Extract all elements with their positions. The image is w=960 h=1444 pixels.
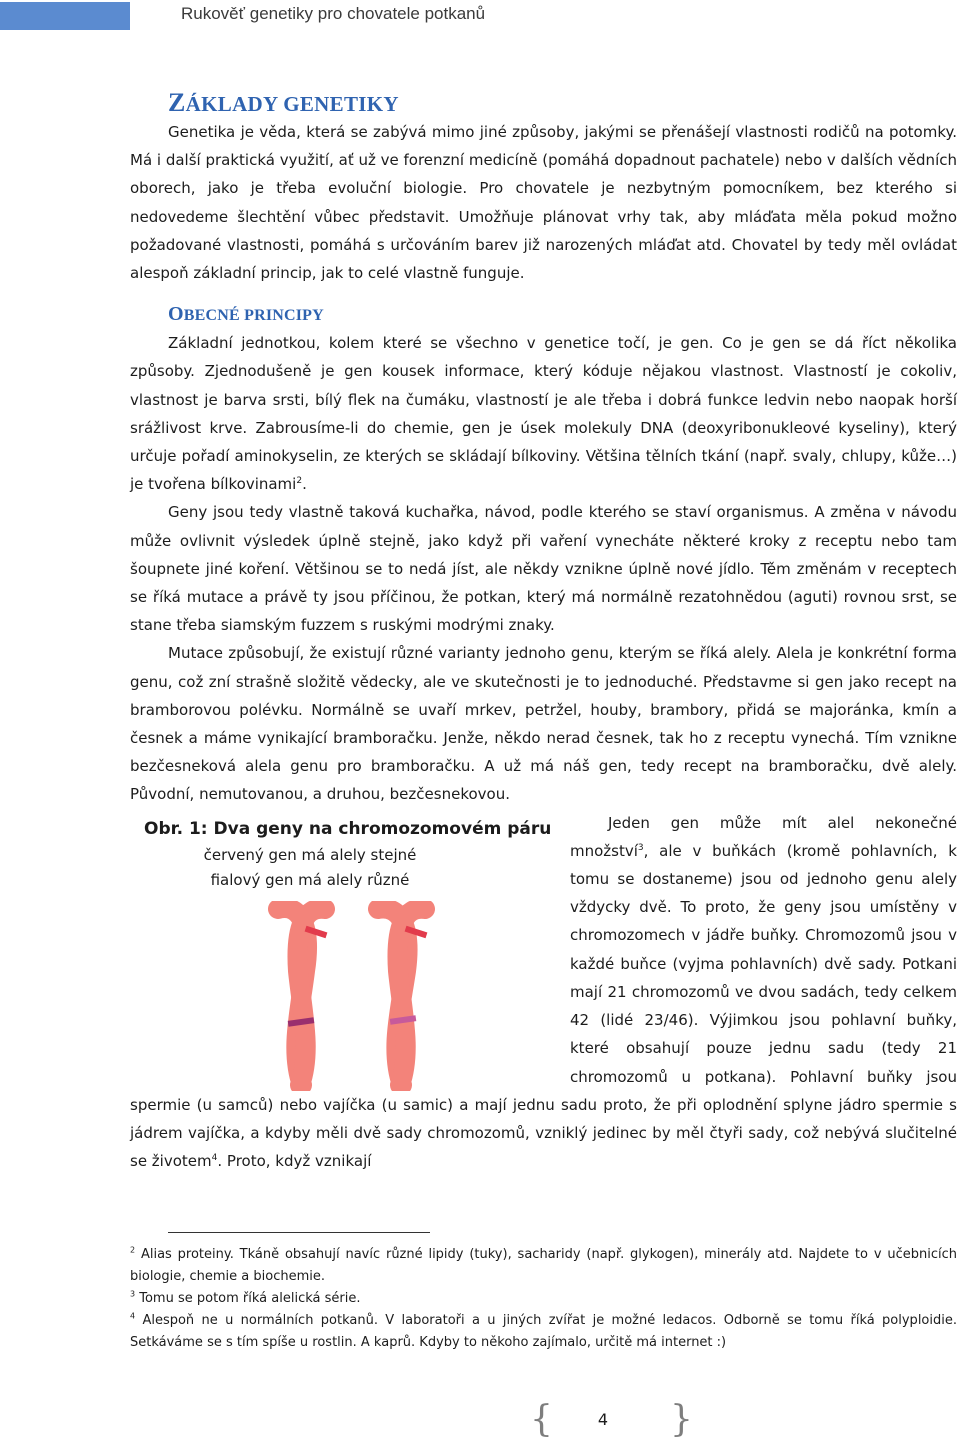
intro-paragraph: Genetika je věda, která se zabývá mimo jiné způsoby, jakými se přenášejí vlastnosti rodičů na potomky. Má i další praktická využití, ať už ve forenzní medicíně (pomáhá dopadnout pachatele) nebo v dalších vědních oborech, jako je třeba evoluční biologie. Pro chovatele je nezbytným pomocníkem, bez kterého si nedovedeme šlechtění vůbec představit. Umožňuje plánovat vrhy tak, aby mláďata měla pokud možno požadované vlastnosti, pomáhá s určováním barev již narozených mláďat atd. Chovatel by tedy měl ovládat alespoň základní princip, jak to celé vlastně funguje. (130, 123, 957, 283)
paragraph-text: Základní jednotkou, kolem které se všechno v genetice točí, je gen. Co je gen se dá říct několika způsoby. Zjednodušeně je gen kousek informace, který kóduje nějakou vlastnost. Vlastností je cokoliv, vlastnost je barva srsti, bílý flek na čumáku, vlastností je ale třeba i dobrá funkce ledvin nebo naopak horší srážlivost krve. Zabrousíme-li do chemie, gen je úsek molekuly DNA (deoxyribonukleové kyseliny), který určuje pořadí aminokyselin, ze kterých se skládají bílkoviny. Většina tělních tkání (např. svaly, chlupy, kůže…) je tvořena bílkovinami (130, 334, 957, 494)
paragraph-text: . (302, 475, 307, 494)
chromosome-right (378, 908, 427, 1084)
paragraph-alleles: Mutace způsobují, že existují různé varianty jednoho genu, kterým se říká alely. Alela je konkrétní forma genu, což zní strašně složitě vědecky, ale ve skutečnosti je to jednoduché. Představme si gen jako recept na bramborovou polévku. Normálně se uvaří mrkev, petržel, houby, brambory, přidá se majoránka, kmín a česnek a máme vynikající bramboračku. Jenže, někdo nerad česnek, tak ho z receptu vynechá. Tím vznikne bezčesneková alela genu pro bramboračku. A už má náš gen, tedy recept na bramboračku, dvě alely. Původní, nemutovanou, a druhou, bezčesnekovou. (130, 644, 957, 804)
page-number: 4 (597, 1410, 609, 1429)
paragraph-text: . Proto, když vznikají (217, 1152, 372, 1171)
footnote-number: 2 (130, 1245, 136, 1255)
right-brace-icon: } (670, 1399, 693, 1440)
figure-legend-purple: fialový gen má alely různé (210, 870, 410, 889)
section-heading: ZÁKLADY GENETIKY (168, 88, 399, 117)
page-content (130, 84, 957, 1175)
chromosome-pair-illustration (250, 901, 470, 1091)
footnote-text: Tomu se potom říká alelická série. (139, 1291, 361, 1306)
footnote-3 (130, 1288, 957, 1310)
footnotes (130, 1244, 957, 1354)
paragraph-text: Jeden gen může mít alel nekonečné množství (570, 813, 957, 860)
header-accent-bar (0, 2, 130, 30)
footnote-text: Alespoň ne u normálních potkanů. V laboratoři a u jiných zvířat je možné ledacos. Odborně se tomu říká polyploidie. Setkáváme se s tím spíše u rostlin. A kaprů. Kdyby to někoho zajímalo, určitě má internet :) (130, 1313, 957, 1350)
subsection-heading: OBECNÉ PRINCIPY (168, 303, 324, 326)
figure-caption: Obr. 1: Dva geny na chromozomovém páru (144, 818, 552, 839)
footnote-text: Alias proteiny. Tkáně obsahují navíc různé lipidy (tuky), sacharidy (např. glykogen), minerály atd. Najdete to v učebnicích biologie, chemie a biochemie. (130, 1247, 957, 1284)
paragraph-gene-definition (130, 329, 957, 498)
footnote-ref[interactable]: 3 (637, 842, 644, 853)
paragraph-mutations: Geny jsou tedy vlastně taková kuchařka, návod, podle kterého se staví organismus. A změna v návodu může ovlivnit výsledek úplně stejně, jako když při vaření vynecháte některé kroky z receptu nebo tam šoupnete jiné koření. Většinou se to nedá jíst, ale někdy vznikne úplně nové jídlo. Těm změnám v receptech se říká mutace a právě ty jsou příčinou, že potkan, který má normálně rezatohnědou (aguti) rovnou srst, se stane třeba siamským fuzzem s ruskými modrými znaky. (130, 503, 957, 635)
running-header: Rukověť genetiky pro chovatele potkanů (181, 4, 486, 23)
footnote-ref[interactable]: 4 (211, 1153, 218, 1164)
left-brace-icon: { (530, 1399, 553, 1440)
footnote-4 (130, 1310, 957, 1354)
figure-chromosomes (130, 815, 570, 1085)
page-footer (520, 1399, 693, 1444)
footnote-ref[interactable]: 2 (296, 476, 303, 487)
footnote-separator (168, 1232, 430, 1233)
figure-legend-red: červený gen má alely stejné (203, 845, 417, 864)
chromosome-left (278, 908, 327, 1085)
paragraph-text: , ale v buňkách (kromě pohlavních, k tomu se dostaneme) jsou od jednoho genu alely vždycky dvě. To proto, že geny jsou umístěny v chromozomech v jádře buňky. Chromozomů jsou v každé buňce (vyjma pohlavních) dvě sady. Potkani mají 21 chromozomů ve dvou sadách, tedy celkem 42 (lidé 23/46). Výjimkou jsou pohlavní buňky, které obsahují pouze jednu sadu (tedy 21 chromozomů u potkana). Pohlavní buňky jsou spermie (u samců) nebo vajíčka (u samic) a mají jednu sadu proto, že při oplodnění splyne jádro spermie s jádrem vajíčka, a kdyby měli dvě sady chromozomů, vzniklý jedinec by měl čtyři sady, což nebývá slučitelné se životem (130, 841, 957, 1171)
footnote-number: 4 (130, 1311, 136, 1321)
footnote-number: 3 (130, 1289, 136, 1299)
footnote-2 (130, 1244, 957, 1288)
